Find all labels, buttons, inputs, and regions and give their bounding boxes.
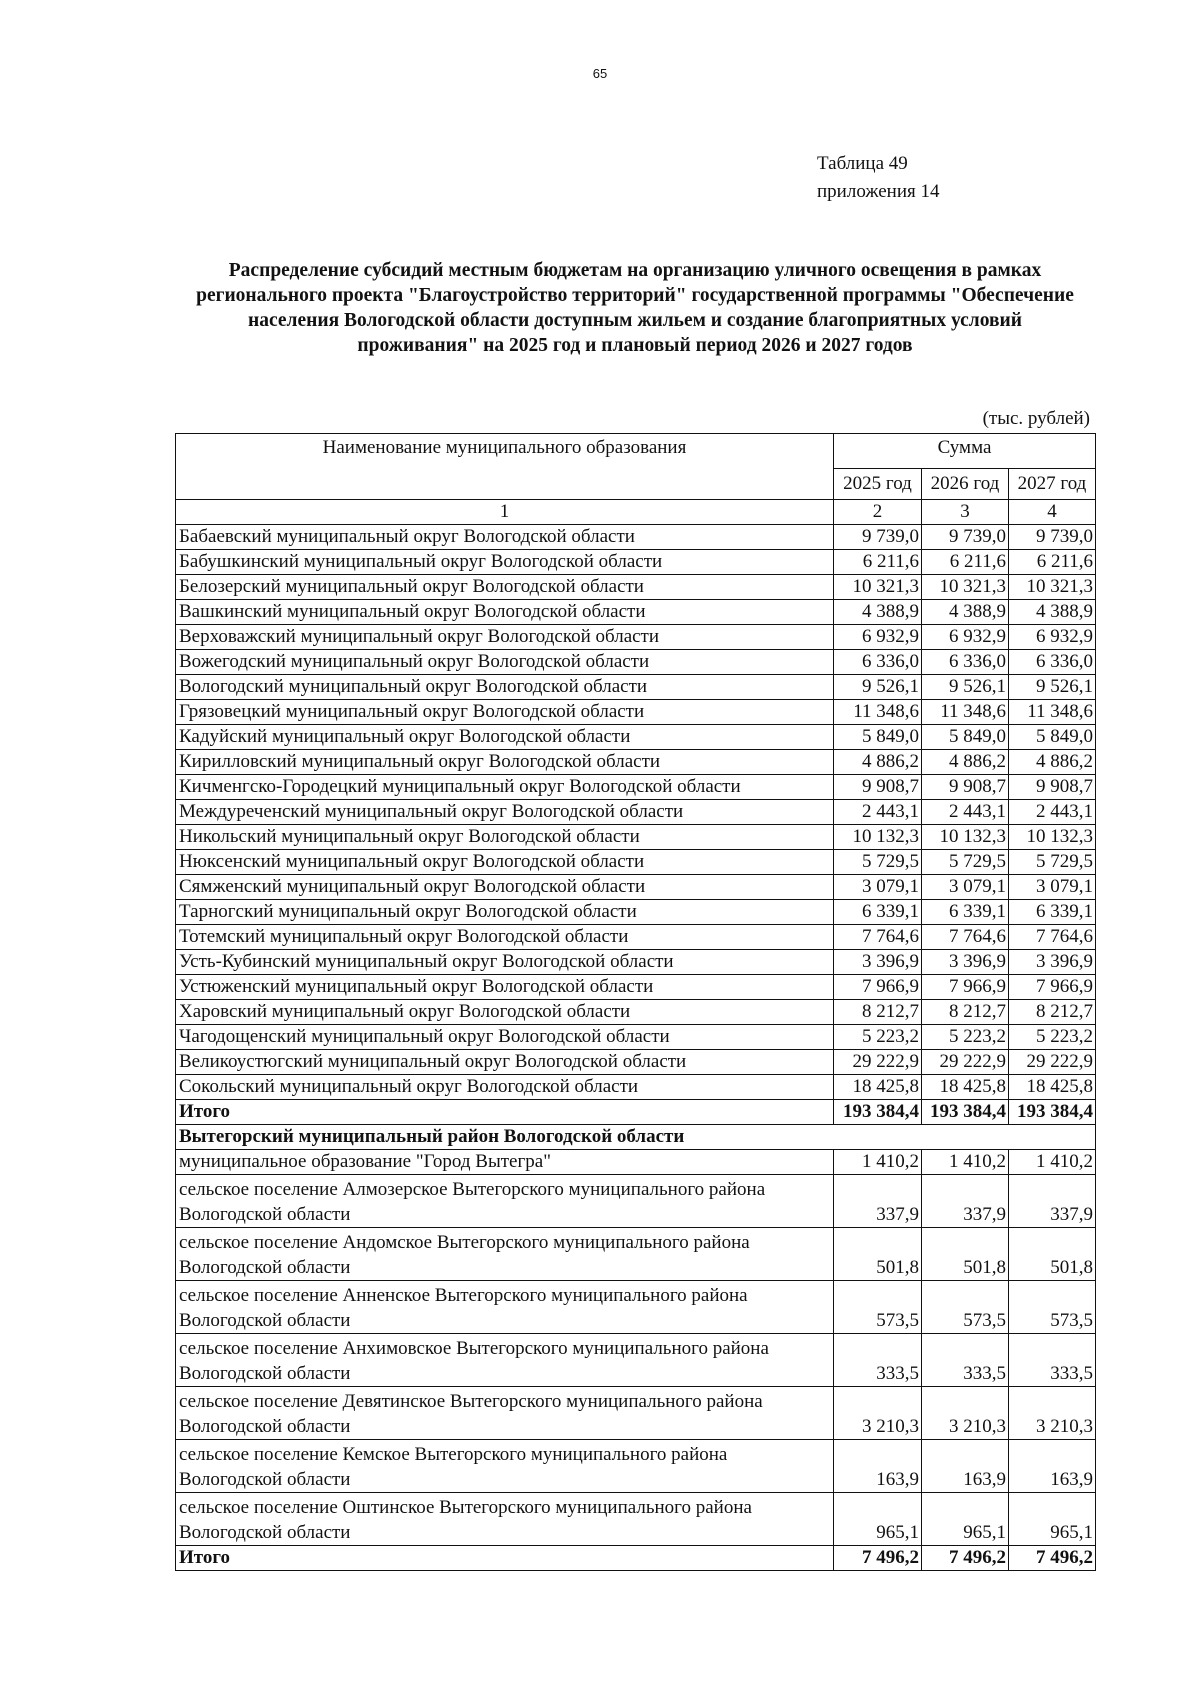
amount-2027: 18 425,8 <box>1009 1075 1096 1100</box>
table-row <box>176 1175 1096 1228</box>
appendix-number: приложения 14 <box>817 181 940 202</box>
municipality-name: Белозерский муниципальный округ Вологодской области <box>176 575 834 600</box>
amount-2027: 3 396,9 <box>1009 950 1096 975</box>
municipality-name: Междуреченский муниципальный округ Вологодской области <box>176 800 834 825</box>
amount-2025: 6 211,6 <box>834 550 922 575</box>
amount-2027: 9 908,7 <box>1009 775 1096 800</box>
table-row <box>176 1000 1096 1025</box>
title-line: Распределение субсидий местным бюджетам на организацию уличного освещения в рамках <box>228 260 1042 281</box>
amount-2025: 9 739,0 <box>834 525 922 550</box>
table-row <box>176 1075 1096 1100</box>
amount-2025: 1 410,2 <box>834 1150 922 1175</box>
amount-2026: 4 886,2 <box>922 750 1009 775</box>
table-row <box>176 1281 1096 1334</box>
municipality-name: Бабушкинский муниципальный округ Вологодской области <box>176 550 834 575</box>
table-row <box>176 800 1096 825</box>
header-year-2027: 2027 год <box>1009 469 1096 500</box>
amount-2027: 3 210,3 <box>1009 1387 1096 1440</box>
amount-2026: 3 396,9 <box>922 950 1009 975</box>
amount-2025: 7 966,9 <box>834 975 922 1000</box>
table-row <box>176 700 1096 725</box>
column-number: 1 <box>176 500 834 525</box>
amount-2025: 163,9 <box>834 1440 922 1493</box>
amount-2027: 6 211,6 <box>1009 550 1096 575</box>
municipality-name: сельское поселение Анхимовское Вытегорского муниципального района Вологодской области <box>176 1334 834 1387</box>
amount-2027: 11 348,6 <box>1009 700 1096 725</box>
table-row <box>176 1025 1096 1050</box>
header-year-2025: 2025 год <box>834 469 922 500</box>
amount-2026: 6 211,6 <box>922 550 1009 575</box>
amount-2025: 337,9 <box>834 1175 922 1228</box>
table-row <box>176 1150 1096 1175</box>
table-row <box>176 550 1096 575</box>
table-row <box>176 1493 1096 1546</box>
header-year-2026: 2026 год <box>922 469 1009 500</box>
amount-2026: 337,9 <box>922 1175 1009 1228</box>
total-label: Итого <box>176 1546 834 1571</box>
amount-2025: 10 132,3 <box>834 825 922 850</box>
table-row <box>176 925 1096 950</box>
amount-2025: 5 849,0 <box>834 725 922 750</box>
municipality-name: Тарногский муниципальный округ Вологодской области <box>176 900 834 925</box>
amount-2026: 1 410,2 <box>922 1150 1009 1175</box>
amount-2027: 6 339,1 <box>1009 900 1096 925</box>
amount-2026: 9 908,7 <box>922 775 1009 800</box>
amount-2027: 9 739,0 <box>1009 525 1096 550</box>
table-row <box>176 750 1096 775</box>
amount-2027: 10 132,3 <box>1009 825 1096 850</box>
table-row <box>176 850 1096 875</box>
amount-2026: 18 425,8 <box>922 1075 1009 1100</box>
amount-2026: 501,8 <box>922 1228 1009 1281</box>
table-reference <box>817 150 939 206</box>
amount-2027: 6 336,0 <box>1009 650 1096 675</box>
amount-2026: 7 966,9 <box>922 975 1009 1000</box>
amount-2025: 6 932,9 <box>834 625 922 650</box>
total-2026: 193 384,4 <box>922 1100 1009 1125</box>
amount-2027: 2 443,1 <box>1009 800 1096 825</box>
amount-2026: 10 321,3 <box>922 575 1009 600</box>
subsidy-table <box>175 433 1096 1571</box>
amount-2026: 6 339,1 <box>922 900 1009 925</box>
municipality-name: Бабаевский муниципальный округ Вологодской области <box>176 525 834 550</box>
municipality-name: Никольский муниципальный округ Вологодской области <box>176 825 834 850</box>
amount-2027: 5 729,5 <box>1009 850 1096 875</box>
table-row <box>176 775 1096 800</box>
amount-2026: 5 849,0 <box>922 725 1009 750</box>
amount-2026: 573,5 <box>922 1281 1009 1334</box>
amount-2026: 6 932,9 <box>922 625 1009 650</box>
amount-2027: 9 526,1 <box>1009 675 1096 700</box>
table-row <box>176 875 1096 900</box>
municipality-name: Сокольский муниципальный округ Вологодской области <box>176 1075 834 1100</box>
amount-2025: 573,5 <box>834 1281 922 1334</box>
table-row <box>176 725 1096 750</box>
amount-2026: 4 388,9 <box>922 600 1009 625</box>
table-row <box>176 950 1096 975</box>
amount-2027: 573,5 <box>1009 1281 1096 1334</box>
municipality-name: Вашкинский муниципальный округ Вологодской области <box>176 600 834 625</box>
header-row <box>176 434 1096 469</box>
amount-2025: 7 764,6 <box>834 925 922 950</box>
municipality-name: Вологодский муниципальный округ Вологодской области <box>176 675 834 700</box>
table-row <box>176 1334 1096 1387</box>
amount-2025: 9 908,7 <box>834 775 922 800</box>
amount-2026: 8 212,7 <box>922 1000 1009 1025</box>
total-label: Итого <box>176 1100 834 1125</box>
amount-2027: 29 222,9 <box>1009 1050 1096 1075</box>
amount-2025: 2 443,1 <box>834 800 922 825</box>
municipality-name: Вожегодский муниципальный округ Вологодской области <box>176 650 834 675</box>
section-row <box>176 1125 1096 1150</box>
table-row <box>176 1440 1096 1493</box>
municipality-name: Усть-Кубинский муниципальный округ Вологодской области <box>176 950 834 975</box>
table-row <box>176 575 1096 600</box>
municipality-name: сельское поселение Алмозерское Вытегорского муниципального района Вологодской области <box>176 1175 834 1228</box>
amount-2026: 11 348,6 <box>922 700 1009 725</box>
title-line: населения Вологодской области доступным жильем и создание благоприятных условий <box>247 310 1023 331</box>
column-number: 2 <box>834 500 922 525</box>
table-row <box>176 825 1096 850</box>
amount-2026: 9 526,1 <box>922 675 1009 700</box>
amount-2027: 7 764,6 <box>1009 925 1096 950</box>
header-name-column: Наименование муниципального образования <box>176 434 834 500</box>
municipality-name: Устюженский муниципальный округ Вологодской области <box>176 975 834 1000</box>
municipality-name: Тотемский муниципальный округ Вологодской области <box>176 925 834 950</box>
column-numbers-row <box>176 500 1096 525</box>
amount-2025: 501,8 <box>834 1228 922 1281</box>
total-2025: 193 384,4 <box>834 1100 922 1125</box>
amount-2026: 2 443,1 <box>922 800 1009 825</box>
amount-2026: 3 079,1 <box>922 875 1009 900</box>
amount-2027: 501,8 <box>1009 1228 1096 1281</box>
document-title <box>160 258 1110 358</box>
amount-2027: 4 886,2 <box>1009 750 1096 775</box>
table-row <box>176 1228 1096 1281</box>
amount-2025: 6 339,1 <box>834 900 922 925</box>
table-row <box>176 975 1096 1000</box>
municipality-name: муниципальное образование "Город Вытегра" <box>176 1150 834 1175</box>
municipality-name: Кичменгско-Городецкий муниципальный округ Вологодской области <box>176 775 834 800</box>
municipality-name: Чагодощенский муниципальный округ Вологодской области <box>176 1025 834 1050</box>
amount-2026: 10 132,3 <box>922 825 1009 850</box>
municipality-name: Харовский муниципальный округ Вологодской области <box>176 1000 834 1025</box>
column-number: 4 <box>1009 500 1096 525</box>
amount-2027: 4 388,9 <box>1009 600 1096 625</box>
amount-2025: 6 336,0 <box>834 650 922 675</box>
section-heading: Вытегорский муниципальный район Вологодской области <box>176 1125 1096 1150</box>
amount-2026: 5 729,5 <box>922 850 1009 875</box>
page-number: 65 <box>592 66 608 81</box>
amount-2027: 337,9 <box>1009 1175 1096 1228</box>
amount-2025: 29 222,9 <box>834 1050 922 1075</box>
amount-2027: 333,5 <box>1009 1334 1096 1387</box>
amount-2027: 3 079,1 <box>1009 875 1096 900</box>
amount-2027: 965,1 <box>1009 1493 1096 1546</box>
amount-2026: 9 739,0 <box>922 525 1009 550</box>
amount-2027: 5 849,0 <box>1009 725 1096 750</box>
amount-2025: 8 212,7 <box>834 1000 922 1025</box>
table-row <box>176 625 1096 650</box>
amount-2025: 11 348,6 <box>834 700 922 725</box>
municipality-name: сельское поселение Андомское Вытегорского муниципального района Вологодской области <box>176 1228 834 1281</box>
title-line: проживания" на 2025 год и плановый период 2026 и 2027 годов <box>357 335 913 356</box>
header-sum-column: Сумма <box>834 434 1096 469</box>
column-number: 3 <box>922 500 1009 525</box>
total-2026: 7 496,2 <box>922 1546 1009 1571</box>
amount-2026: 163,9 <box>922 1440 1009 1493</box>
total-2027: 7 496,2 <box>1009 1546 1096 1571</box>
amount-2025: 18 425,8 <box>834 1075 922 1100</box>
total-2025: 7 496,2 <box>834 1546 922 1571</box>
amount-2027: 1 410,2 <box>1009 1150 1096 1175</box>
amount-2025: 10 321,3 <box>834 575 922 600</box>
amount-2025: 4 388,9 <box>834 600 922 625</box>
amount-2026: 7 764,6 <box>922 925 1009 950</box>
amount-2027: 6 932,9 <box>1009 625 1096 650</box>
amount-2026: 3 210,3 <box>922 1387 1009 1440</box>
amount-2025: 333,5 <box>834 1334 922 1387</box>
amount-2026: 5 223,2 <box>922 1025 1009 1050</box>
amount-2025: 5 223,2 <box>834 1025 922 1050</box>
amount-2027: 7 966,9 <box>1009 975 1096 1000</box>
amount-2027: 10 321,3 <box>1009 575 1096 600</box>
amount-2025: 3 210,3 <box>834 1387 922 1440</box>
table-row <box>176 1387 1096 1440</box>
table-row <box>176 900 1096 925</box>
table-number: Таблица 49 <box>817 153 908 174</box>
amount-2025: 965,1 <box>834 1493 922 1546</box>
municipality-name: сельское поселение Кемское Вытегорского муниципального района Вологодской области <box>176 1440 834 1493</box>
municipality-name: сельское поселение Анненское Вытегорского муниципального района Вологодской области <box>176 1281 834 1334</box>
municipality-name: Верховажский муниципальный округ Вологодской области <box>176 625 834 650</box>
total-row <box>176 1100 1096 1125</box>
municipality-name: Кирилловский муниципальный округ Вологодской области <box>176 750 834 775</box>
table-row <box>176 1050 1096 1075</box>
total-row <box>176 1546 1096 1571</box>
total-2027: 193 384,4 <box>1009 1100 1096 1125</box>
amount-2025: 3 396,9 <box>834 950 922 975</box>
amount-2026: 333,5 <box>922 1334 1009 1387</box>
unit-note: (тыс. рублей) <box>982 408 1090 429</box>
table-row <box>176 600 1096 625</box>
municipality-name: Кадуйский муниципальный округ Вологодской области <box>176 725 834 750</box>
municipality-name: Сямженский муниципальный округ Вологодской области <box>176 875 834 900</box>
amount-2025: 5 729,5 <box>834 850 922 875</box>
municipality-name: Грязовецкий муниципальный округ Вологодской области <box>176 700 834 725</box>
amount-2025: 3 079,1 <box>834 875 922 900</box>
table-row <box>176 650 1096 675</box>
amount-2027: 5 223,2 <box>1009 1025 1096 1050</box>
municipality-name: Великоустюгский муниципальный округ Вологодской области <box>176 1050 834 1075</box>
table-row <box>176 675 1096 700</box>
amount-2026: 6 336,0 <box>922 650 1009 675</box>
amount-2027: 8 212,7 <box>1009 1000 1096 1025</box>
amount-2027: 163,9 <box>1009 1440 1096 1493</box>
amount-2025: 4 886,2 <box>834 750 922 775</box>
title-line: регионального проекта "Благоустройство территорий" государственной программы "Обеспечение <box>196 285 1074 306</box>
amount-2026: 29 222,9 <box>922 1050 1009 1075</box>
amount-2025: 9 526,1 <box>834 675 922 700</box>
municipality-name: сельское поселение Оштинское Вытегорского муниципального района Вологодской области <box>176 1493 834 1546</box>
municipality-name: Нюксенский муниципальный округ Вологодской области <box>176 850 834 875</box>
municipality-name: сельское поселение Девятинское Вытегорского муниципального района Вологодской области <box>176 1387 834 1440</box>
amount-2026: 965,1 <box>922 1493 1009 1546</box>
table-row <box>176 525 1096 550</box>
